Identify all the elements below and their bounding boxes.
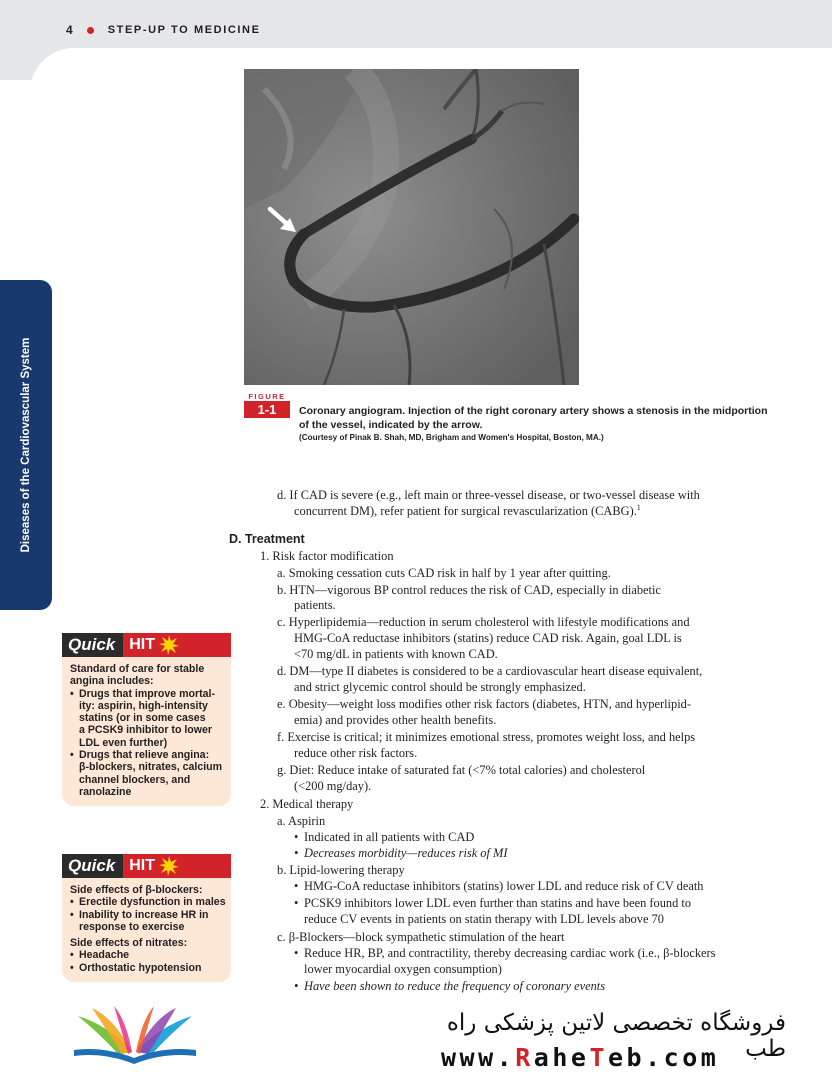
quick-hit-hit-label: [123, 633, 231, 657]
quick-hit-line: Side effects of β-blockers:: [70, 884, 203, 896]
list-item-1c-line-1: c. Hyperlipidemia—reduction in serum cholesterol with lifestyle modifications and: [277, 615, 690, 629]
quick-hit-hit-label: [123, 854, 231, 878]
section-heading-treatment: D. Treatment: [229, 532, 305, 546]
quick-hit-bullet-item: • Headache: [70, 949, 223, 961]
figure-label: [244, 392, 290, 418]
list-item-1f-line-1: f. Exercise is critical; it minimizes emotional stress, promotes weight loss, and helps: [277, 730, 696, 744]
chapter-side-tab: [0, 280, 52, 610]
figure-caption: Coronary angiogram. Injection of the right coronary artery shows a stenosis in the midportion of the vessel, indicated by the arrow.: [299, 405, 768, 431]
chapter-side-tab-label: Diseases of the Cardiovascular System: [20, 337, 32, 553]
quick-hit-line: ranolazine: [79, 785, 132, 798]
list-item-2a-bullet-1: [294, 830, 474, 845]
quick-hit-hit-text: HIT: [129, 636, 156, 653]
quick-hit-line: ity: aspirin, high-intensity: [79, 699, 208, 712]
bullet-icon: •: [294, 879, 299, 893]
shop-name: فروشگاه تخصصی لاتین پزشکی راه طب: [446, 1010, 786, 1062]
list-item-1b-line-2: patients.: [294, 598, 336, 612]
list-item-1: 1. Risk factor modification: [260, 549, 394, 563]
book-title: STEP-UP TO MEDICINE: [107, 24, 261, 36]
url-part-2: eb.com: [608, 1043, 720, 1072]
header-bullet-icon: [87, 27, 94, 34]
bullet-text: Reduce HR, BP, and contractility, thereby decreasing cardiac work (i.e., β-blockers: [304, 946, 716, 960]
quick-hit-line: Standard of care for stable: [70, 663, 205, 675]
list-item-1e-line-2: emia) and provides other health benefits.: [294, 713, 497, 727]
quick-hit-header: [62, 854, 231, 878]
quick-hit-hit-text: HIT: [129, 857, 156, 874]
bullet-text: HMG-CoA reductase inhibitors (statins) lower LDL and reduce risk of CV death: [304, 879, 704, 893]
quick-hit-line: angina includes:: [70, 675, 154, 688]
book-logo-icon: [70, 1006, 200, 1071]
bullet-text: PCSK9 inhibitors lower LDL even further than statins and have been found to: [304, 896, 692, 910]
quick-hit-header: [62, 633, 231, 657]
list-item-1c-line-2: HMG-CoA reductase inhibitors (statins) reduce CAD risk. Again, goal LDL is: [294, 631, 682, 645]
page-number: 4: [66, 23, 73, 37]
angiogram-image: [244, 69, 579, 385]
quick-hit-body: [62, 657, 231, 806]
list-item-2b-bullet-2-line-2: reduce CV events in patients on statin therapy with LDL levels above 70: [304, 912, 664, 926]
quick-hit-line: Side effects of nitrates:: [70, 937, 188, 950]
figure-number: 1-1: [244, 401, 290, 418]
quick-hit-line: a PCSK9 inhibitor to lower: [79, 724, 213, 737]
quick-hit-bullet-item: • Inability to increase HR in: [70, 909, 223, 921]
url-letter-r: R: [515, 1043, 534, 1072]
reference-superscript: 1: [636, 502, 641, 512]
list-item-1a: a. Smoking cessation cuts CAD risk in half by 1 year after quitting.: [277, 566, 611, 580]
bullet-text: Indicated in all patients with CAD: [304, 830, 475, 844]
bullet-icon: •: [294, 946, 299, 960]
list-item-2c: c. β-Blockers—block sympathetic stimulation of the heart: [277, 930, 565, 944]
quick-hit-body: [62, 878, 231, 982]
url-part-1: ahe: [533, 1043, 590, 1072]
list-item-1d-line-1: d. DM—type II diabetes is considered to be a cardiovascular heart disease equivalent,: [277, 664, 703, 678]
bullet-icon: •: [294, 846, 299, 860]
quick-hit-bullet-item: • Drugs that improve mortal-: [70, 688, 223, 700]
list-item-1g-line-2: (<200 mg/day).: [294, 779, 372, 793]
quick-hit-bullet-item: • Drugs that relieve angina:: [70, 749, 223, 761]
figure-credit: (Courtesy of Pinak B. Shah, MD, Brigham and Women's Hospital, Boston, MA.): [299, 433, 604, 442]
list-item-1e-line-1: e. Obesity—weight loss modifies other risk factors (diabetes, HTN, and hyperlipid-: [277, 697, 691, 711]
url-prefix: www.: [441, 1043, 516, 1072]
list-item-2: 2. Medical therapy: [260, 797, 354, 811]
list-item-2b-bullet-1: [294, 879, 704, 894]
starburst-icon: [159, 635, 179, 655]
list-item-2c-bullet-2: [294, 979, 605, 994]
list-item-2a: a. Aspirin: [277, 814, 326, 828]
running-header: [66, 23, 261, 37]
list-item-1f-line-2: reduce other risk factors.: [294, 746, 418, 760]
quick-hit-bullet-item: • Orthostatic hypotension: [70, 962, 223, 974]
quick-hit-quick-label: Quick: [62, 633, 123, 657]
list-item-1d-line-2: and strict glycemic control should be strongly emphasized.: [294, 680, 586, 694]
list-item-2c-bullet-1-line-2: lower myocardial oxygen consumption): [304, 962, 502, 976]
list-item-2b-bullet-2-line-1: [294, 896, 691, 911]
item-d-line-2: [294, 504, 641, 519]
url-letter-t: T: [589, 1043, 608, 1072]
angiogram-illustration: [244, 69, 579, 385]
list-item-1b-line-1: b. HTN—vigorous BP control reduces the risk of CAD, especially in diabetic: [277, 583, 661, 597]
bullet-icon: •: [294, 979, 299, 993]
list-item-1c-line-3: <70 mg/dL in patients with known CAD.: [294, 647, 498, 661]
quick-hit-line: statins (or in some cases: [79, 712, 206, 725]
quick-hit-box-side-effects: [62, 854, 231, 982]
quick-hit-quick-label: Quick: [62, 854, 123, 878]
watermark-url: [441, 1043, 719, 1072]
quick-hit-line: channel blockers, and: [79, 773, 191, 786]
quick-hit-line: response to exercise: [79, 920, 185, 933]
item-d-line-2-text: concurrent DM), refer patient for surgical revascularization (CABG).: [294, 504, 637, 518]
quick-hit-line: β-blockers, nitrates, calcium: [79, 761, 223, 774]
bullet-icon: •: [294, 896, 299, 910]
bullet-text: Have been shown to reduce the frequency of coronary events: [304, 979, 606, 993]
quick-hit-line: LDL even further): [79, 736, 168, 749]
bullet-icon: •: [294, 830, 299, 844]
quick-hit-bullet-item: • Erectile dysfunction in males: [70, 896, 223, 908]
starburst-icon: [159, 856, 179, 876]
figure-word: FIGURE: [248, 392, 286, 401]
list-item-1g-line-1: g. Diet: Reduce intake of saturated fat (<7% total calories) and cholesterol: [277, 763, 646, 777]
bullet-text: Decreases morbidity—reduces risk of MI: [304, 846, 508, 860]
item-d-line-1: d. If CAD is severe (e.g., left main or three-vessel disease, or two-vessel disease with: [277, 488, 700, 502]
list-item-2a-bullet-2: [294, 846, 507, 861]
quick-hit-box-stable-angina: [62, 633, 231, 806]
list-item-2b: b. Lipid-lowering therapy: [277, 863, 405, 877]
list-item-2c-bullet-1-line-1: [294, 946, 716, 961]
